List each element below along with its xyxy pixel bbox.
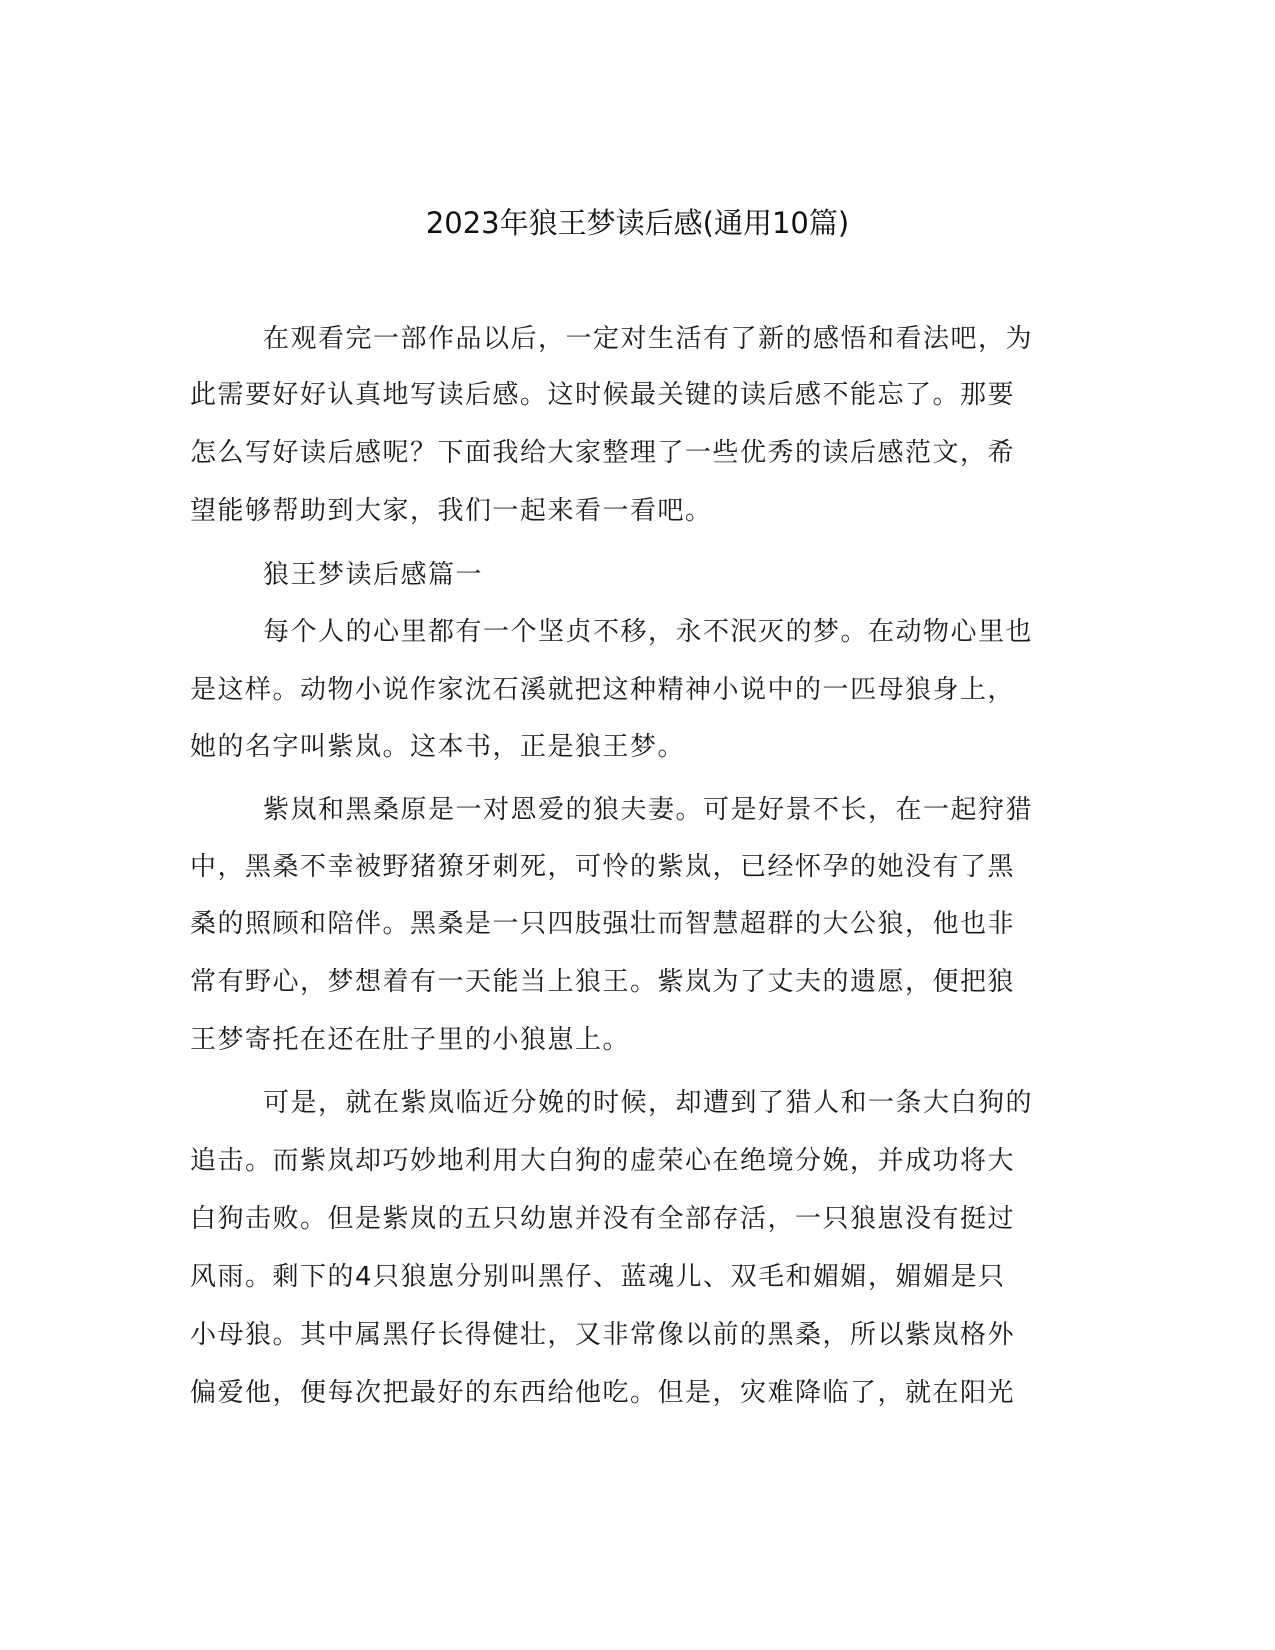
- paragraph-line: 在观看完一部作品以后，一定对生活有了新的感悟和看法吧，为: [263, 324, 1034, 354]
- paragraph-line: 此需要好好认真地写读后感。这时候最关键的读后感不能忘了。那要: [190, 380, 1016, 410]
- paragraph-line: 小母狼。其中属黑仔长得健壮，又非常像以前的黑桑，所以紫岚格外: [190, 1320, 1016, 1350]
- paragraph-line: 是这样。动物小说作家沈石溪就把这种精神小说中的一匹母狼身上，: [190, 675, 1016, 705]
- paragraph-line: 她的名字叫紫岚。这本书，正是狼王梦。: [190, 732, 686, 762]
- paragraph-line: 偏爱他，便每次把最好的东西给他吃。但是，灾难降临了，就在阳光: [190, 1378, 1016, 1408]
- paragraph-line: 追击。而紫岚却巧妙地利用大白狗的虚荣心在绝境分娩，并成功将大: [190, 1146, 1016, 1176]
- paragraph-line: 白狗击败。但是紫岚的五只幼崽并没有全部存活，一只狼崽没有挺过: [190, 1204, 1016, 1234]
- paragraph-line: 可是，就在紫岚临近分娩的时候，却遭到了猎人和一条大白狗的: [263, 1088, 1034, 1118]
- paragraph-line: 紫岚和黑桑原是一对恩爱的狼夫妻。可是好景不长，在一起狩猎: [263, 795, 1034, 825]
- section-heading: 狼王梦读后感篇一: [263, 560, 484, 590]
- paragraph-line: 望能够帮助到大家，我们一起来看一看吧。: [190, 496, 713, 526]
- document-title: 2023年狼王梦读后感(通用10篇): [425, 206, 850, 240]
- paragraph-line: 常有野心，梦想着有一天能当上狼王。紫岚为了丈夫的遗愿，便把狼: [190, 967, 1016, 997]
- paragraph-line: 桑的照顾和陪伴。黑桑是一只四肢强壮而智慧超群的大公狼，他也非: [190, 909, 1016, 939]
- paragraph-line: 风雨。剩下的4只狼崽分别叫黑仔、蓝魂儿、双毛和媚媚，媚媚是只: [190, 1262, 1006, 1292]
- paragraph-line: 每个人的心里都有一个坚贞不移，永不泯灭的梦。在动物心里也: [263, 617, 1034, 647]
- paragraph-line: 怎么写好读后感呢？下面我给大家整理了一些优秀的读后感范文，希: [190, 438, 1016, 468]
- paragraph-line: 中，黑桑不幸被野猪獠牙刺死，可怜的紫岚，已经怀孕的她没有了黑: [190, 852, 1016, 882]
- paragraph-line: 王梦寄托在还在肚子里的小狼崽上。: [190, 1025, 631, 1055]
